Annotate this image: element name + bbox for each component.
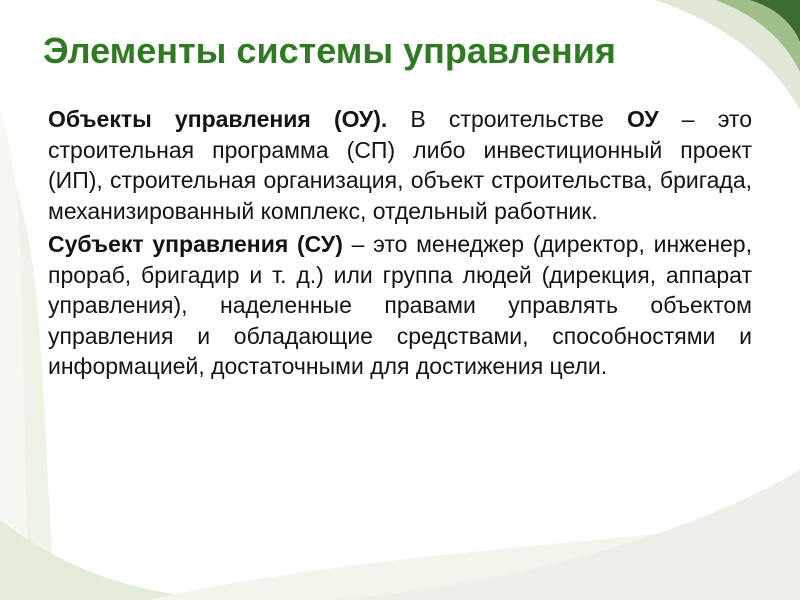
term-objects-of-management: Объекты управления (ОУ). — [48, 106, 388, 132]
slide-title: Элементы системы управления — [43, 30, 616, 71]
paragraph-text: В строительстве — [387, 106, 628, 132]
paragraph-subject-of-management — [48, 229, 752, 382]
slide-body — [48, 104, 752, 382]
term-subject-of-management: Субъект управления (СУ) — [48, 231, 343, 257]
paragraph-objects-of-management — [48, 104, 752, 226]
paragraph-text: – это менеджер (директор, инженер, прораб, бригадир и т. д.) или группа людей (дирекция, аппарат управления), наделенные правами управлять объектом управления и обладающие средствами, способностями и информацией, достаточными для достижения цели. — [48, 231, 752, 379]
term-ou-abbreviation: ОУ — [627, 106, 659, 132]
paragraph-text: – это строительная программа (СП) либо инвестиционный проект (ИП), строительная организация, объект строительства, бригада, механизированный комплекс, отдельный работник. — [48, 106, 753, 224]
